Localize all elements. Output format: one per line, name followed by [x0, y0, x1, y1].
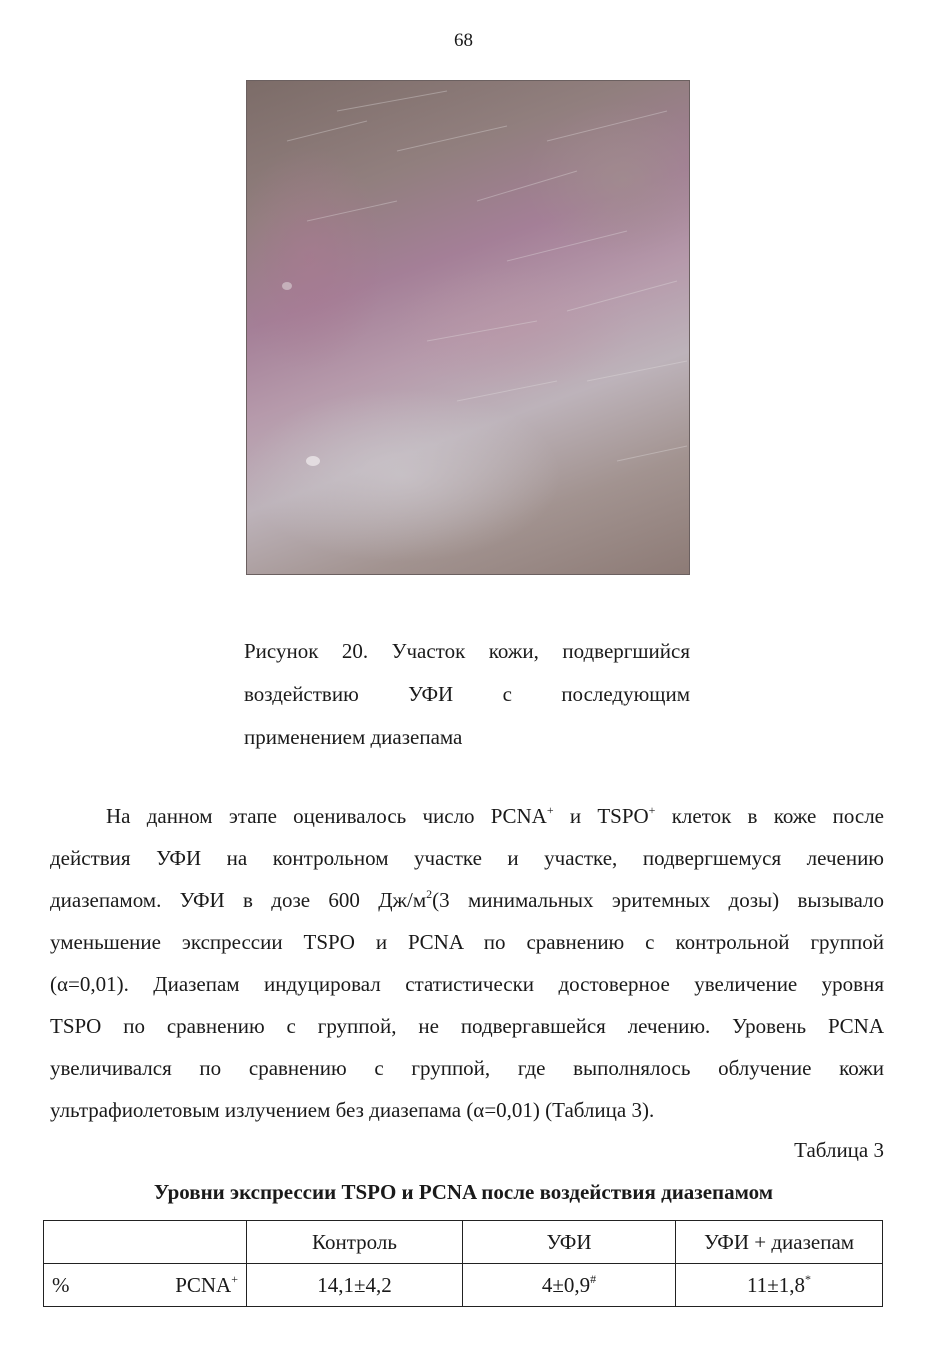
- page-number: 68: [454, 30, 473, 51]
- caption-line: применением диазепама: [244, 725, 463, 749]
- table-header-row: [44, 1221, 883, 1264]
- table-cell-control: 14,1±4,2: [247, 1264, 463, 1307]
- table-header-cell: УФИ: [463, 1221, 676, 1264]
- table-header-cell: [44, 1221, 247, 1264]
- paragraph-line: диазепамом. УФИ в дозе 600 $Дж/м^2(3$ минимальных эритемных дозы) вызывало: [50, 887, 885, 912]
- table-label: Таблица 3: [794, 1138, 884, 1162]
- unit-label: %: [52, 1272, 70, 1297]
- paragraph-line: ультрафиолетовым излучением без диазепама (α=0,01) (Таблица 3).: [50, 1098, 655, 1122]
- paragraph-line: увеличивался по сравнению с группой, где выполнялось облучение кожи: [50, 1056, 884, 1080]
- paragraph-line: На данном этапе оценивалось число PCNA+ и TSPO+ клеток в коже после: [106, 803, 884, 828]
- caption-line: Рисунок 20. Участок кожи, подвергшийся: [244, 639, 690, 663]
- table-cell-uv: 4±0,9#: [463, 1264, 676, 1307]
- table-title: Уровни экспрессии TSPO и PCNA после воздействия диазепамом: [153, 1180, 774, 1204]
- table-row: [44, 1264, 883, 1307]
- expression-table: [43, 1220, 883, 1307]
- figure-caption: [244, 630, 690, 759]
- marker-label: PCNA+: [175, 1271, 238, 1297]
- table-header-cell: Контроль: [247, 1221, 463, 1264]
- table-cell-uv-diazepam: 11±1,8*: [676, 1264, 883, 1307]
- body-paragraph: [50, 795, 884, 1131]
- caption-line: воздействию УФИ с последующим: [244, 682, 690, 706]
- table-row-header: [44, 1264, 247, 1307]
- paragraph-line: (α=0,01). Диазепам индуцировал статистически достоверное увеличение уровня: [50, 972, 884, 996]
- skin-texture-icon: [247, 81, 689, 574]
- paragraph-line: TSPO по сравнению с группой, не подвергавшейся лечению. Уровень PCNA: [50, 1014, 884, 1038]
- skin-photo: [246, 80, 690, 575]
- paragraph-line: уменьшение экспрессии TSPO и PCNA по сравнению с контрольной группой: [50, 930, 884, 954]
- table-header-cell: УФИ + диазепам: [676, 1221, 883, 1264]
- paragraph-line: действия УФИ на контрольном участке и участке, подвергшемуся лечению: [50, 846, 884, 870]
